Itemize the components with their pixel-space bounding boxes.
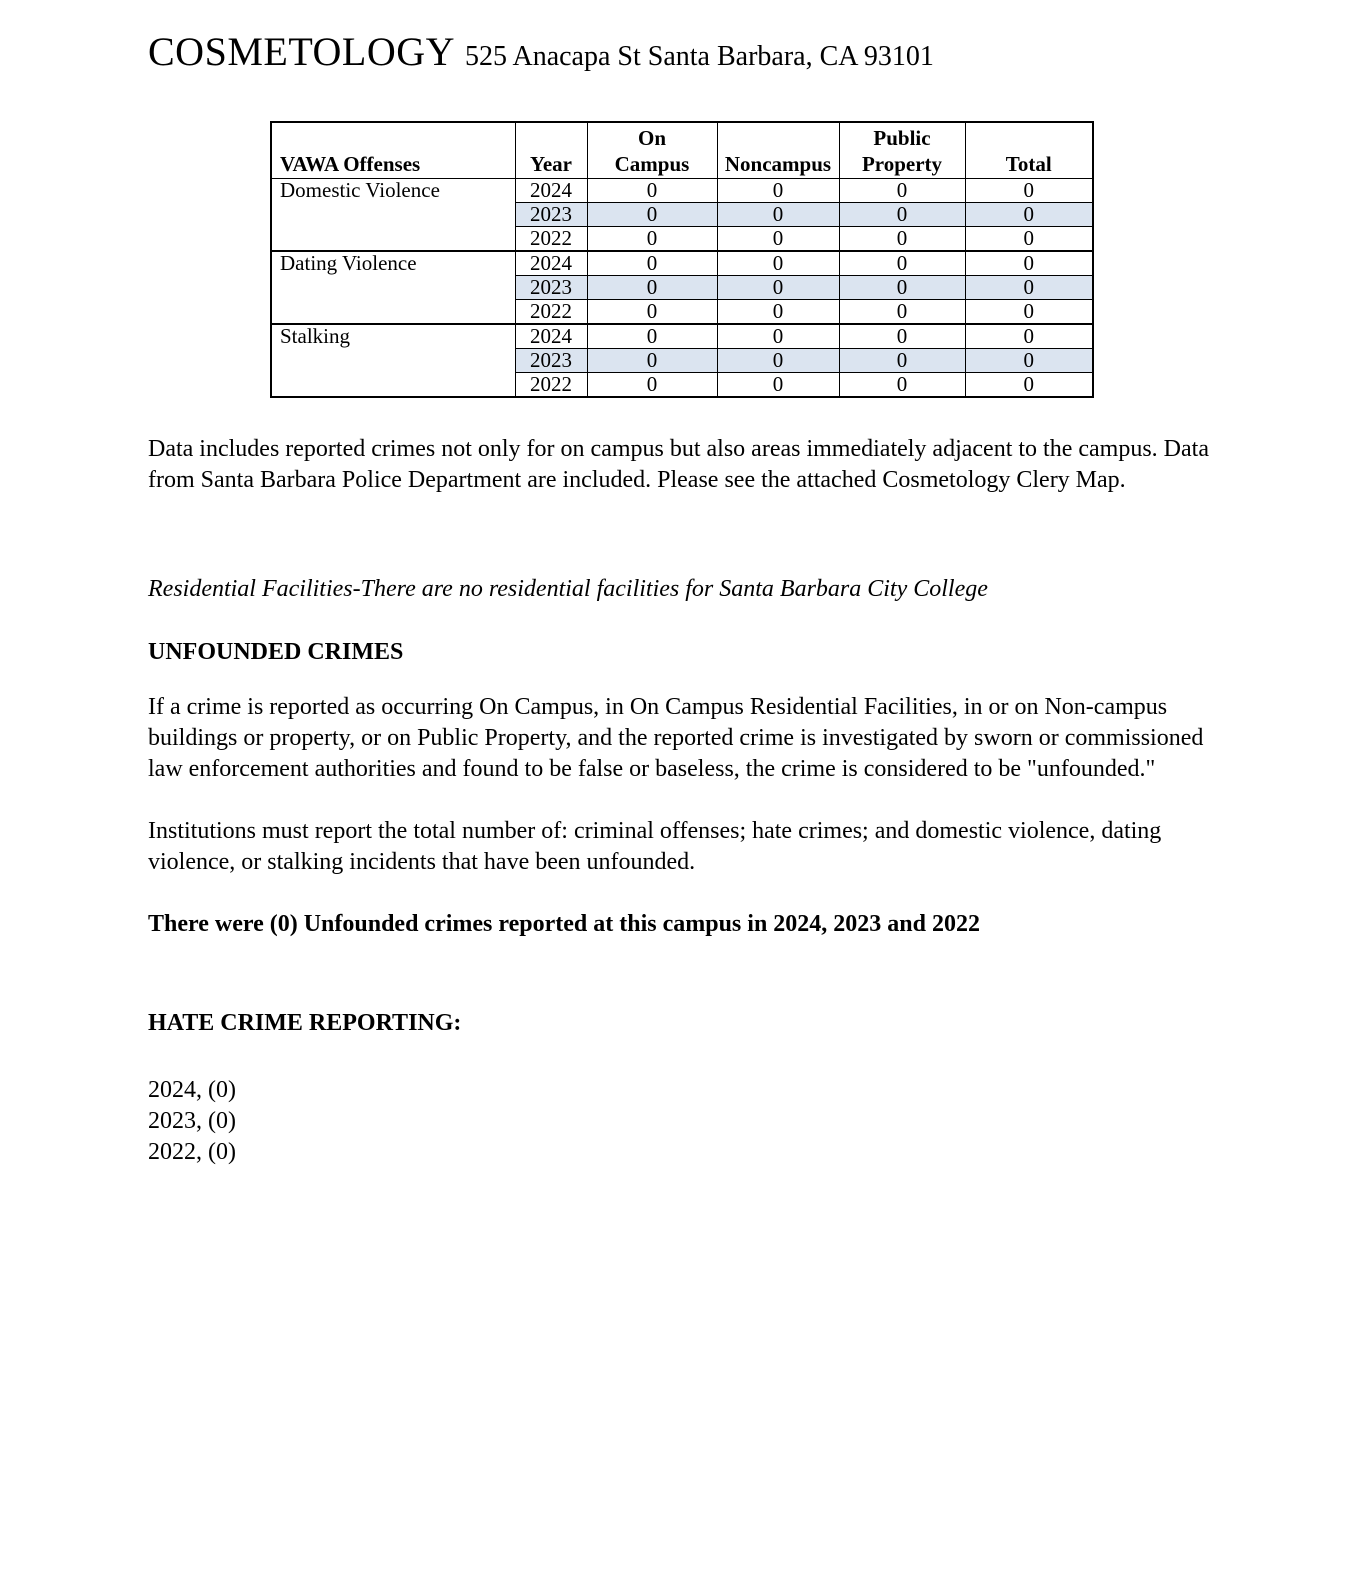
total-cell: 0 (965, 324, 1093, 349)
total-cell: 0 (965, 276, 1093, 300)
on-campus-cell: 0 (587, 324, 717, 349)
year-cell: 2024 (515, 324, 587, 349)
year-cell: 2024 (515, 251, 587, 276)
public-property-cell: 0 (839, 179, 965, 203)
public-property-cell: 0 (839, 324, 965, 349)
hate-crime-line-2022: 2022, (0) (148, 1139, 236, 1165)
document-header (148, 28, 1224, 75)
total-cell: 0 (965, 227, 1093, 252)
year-cell: 2023 (515, 276, 587, 300)
year-cell: 2022 (515, 373, 587, 398)
unfounded-summary-line: There were (0) Unfounded crimes reported at this campus in 2024, 2023 and 2022 (148, 911, 980, 937)
table-row (271, 324, 1093, 349)
total-cell: 0 (965, 179, 1093, 203)
hate-crime-list (148, 1075, 1224, 1168)
on-campus-cell: 0 (587, 227, 717, 252)
noncampus-cell: 0 (717, 179, 839, 203)
noncampus-cell: 0 (717, 349, 839, 373)
data-note-paragraph: Data includes reported crimes not only for on campus but also areas immediately adjacent to the campus. Data from Santa Barbara Police Department are included. Please see the attached Cosmetology Clery Map. (148, 436, 1209, 493)
unfounded-crimes-heading: UNFOUNDED CRIMES (148, 639, 404, 665)
residential-facilities-note: Residential Facilities-There are no residential facilities for Santa Barbara City College (148, 576, 988, 602)
hate-crime-heading: HATE CRIME REPORTING: (148, 1010, 462, 1036)
offense-cell: Stalking (271, 324, 515, 397)
offense-cell: Dating Violence (271, 251, 515, 324)
on-campus-cell: 0 (587, 373, 717, 398)
on-campus-cell: 0 (587, 251, 717, 276)
institutions-paragraph: Institutions must report the total number of: criminal offenses; hate crimes; and domestic violence, dating violence, or stalking incidents that have been unfounded. (148, 818, 1162, 875)
table-header-row (271, 122, 1093, 179)
total-cell: 0 (965, 300, 1093, 325)
noncampus-cell: 0 (717, 251, 839, 276)
vawa-table-container (270, 121, 1224, 398)
campus-address: 525 Anacapa St Santa Barbara, CA 93101 (465, 41, 934, 72)
vawa-offenses-table (270, 121, 1094, 398)
public-property-cell: 0 (839, 373, 965, 398)
noncampus-cell: 0 (717, 276, 839, 300)
col-header-on-campus: On Campus (587, 122, 717, 179)
on-campus-cell: 0 (587, 203, 717, 227)
noncampus-cell: 0 (717, 227, 839, 252)
col-header-total: Total (965, 122, 1093, 179)
on-campus-cell: 0 (587, 349, 717, 373)
public-property-cell: 0 (839, 227, 965, 252)
public-property-cell: 0 (839, 276, 965, 300)
public-property-cell: 0 (839, 349, 965, 373)
on-campus-cell: 0 (587, 179, 717, 203)
col-header-vawa-offenses: VAWA Offenses (271, 122, 515, 179)
public-property-cell: 0 (839, 300, 965, 325)
total-cell: 0 (965, 373, 1093, 398)
public-property-cell: 0 (839, 203, 965, 227)
hate-crime-line-2024: 2024, (0) (148, 1077, 236, 1103)
year-cell: 2022 (515, 300, 587, 325)
noncampus-cell: 0 (717, 300, 839, 325)
total-cell: 0 (965, 203, 1093, 227)
public-property-cell: 0 (839, 251, 965, 276)
hate-crime-line-2023: 2023, (0) (148, 1108, 236, 1134)
col-header-year: Year (515, 122, 587, 179)
total-cell: 0 (965, 251, 1093, 276)
offense-cell: Domestic Violence (271, 179, 515, 252)
year-cell: 2024 (515, 179, 587, 203)
noncampus-cell: 0 (717, 203, 839, 227)
table-row (271, 179, 1093, 203)
year-cell: 2023 (515, 203, 587, 227)
unfounded-crimes-paragraph: If a crime is reported as occurring On Campus, in On Campus Residential Facilities, in or on Non-campus buildings or property, or on Public Property, and the reported crime is investigated by sworn or commissioned law enforcement authorities and found to be false or baseless, the crime is considered to be "unfounded." (148, 694, 1204, 782)
noncampus-cell: 0 (717, 324, 839, 349)
total-cell: 0 (965, 349, 1093, 373)
year-cell: 2023 (515, 349, 587, 373)
year-cell: 2022 (515, 227, 587, 252)
page-title: COSMETOLOGY (148, 29, 456, 74)
on-campus-cell: 0 (587, 276, 717, 300)
col-header-noncampus: Noncampus (717, 122, 839, 179)
on-campus-cell: 0 (587, 300, 717, 325)
noncampus-cell: 0 (717, 373, 839, 398)
col-header-public-property: Public Property (839, 122, 965, 179)
table-row (271, 251, 1093, 276)
